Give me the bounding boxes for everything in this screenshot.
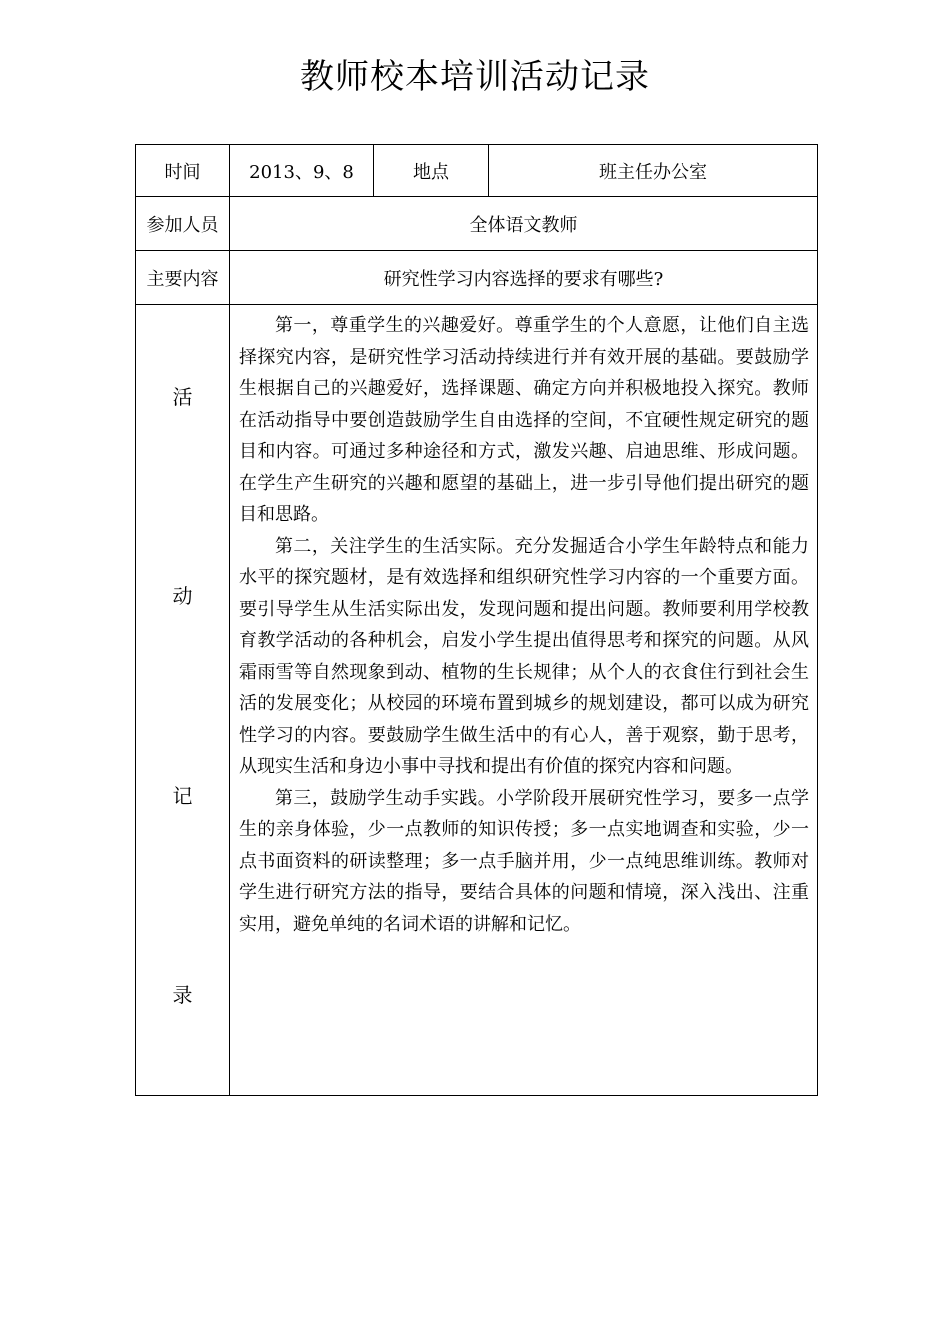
participants-row [136, 197, 818, 251]
record-paragraph-2: 第二，关注学生的生活实际。充分发掘适合小学生年龄特点和能力水平的探究题材，是有效选择和组织研究性学习内容的一个重要方面。要引导学生从生活实际出发，发现问题和提出问题。教师要利用学校教育教学活动的各种机会，启发小学生提出值得思考和探究的问题。从风霜雨雪等自然现象到动、植物的生长规律；从个人的衣食住行到社会生活的发展变化；从校园的环境布置到城乡的规划建设，都可以成为研究性学习的内容。要鼓励学生做生活中的有心人，善于观察，勤于思考，从现实生活和身边小事中寻找和提出有价值的探究内容和问题。 [239, 535, 809, 777]
record-row [136, 305, 818, 1096]
place-label: 地点 [374, 145, 489, 197]
record-paragraph-3: 第三，鼓励学生动手实践。小学阶段开展研究性学习，要多一点学生的亲身体验，少一点教师的知识传授；多一点实地调查和实验，少一点书面资料的研读整理；多一点手脑并用，少一点纯思维训练。教师对学生进行研究方法的指导，要结合具体的问题和情境，深入浅出、注重实用，避免单纯的名词术语的讲解和记忆。 [239, 787, 809, 935]
place-value: 班主任办公室 [489, 145, 818, 197]
record-label-char: 动 [172, 584, 193, 608]
record-label-char: 活 [172, 385, 193, 409]
record-label-char: 录 [172, 983, 193, 1007]
time-value: 2013、9、8 [230, 145, 374, 197]
record-label-char: 记 [172, 784, 193, 808]
participants-label: 参加人员 [136, 197, 230, 251]
time-label: 时间 [136, 145, 230, 197]
record-body [230, 305, 818, 1096]
content-label: 主要内容 [136, 251, 230, 305]
content-row [136, 251, 818, 305]
record-table [135, 144, 818, 1096]
record-label [136, 305, 230, 1096]
time-place-row [136, 145, 818, 197]
content-value: 研究性学习内容选择的要求有哪些? [230, 251, 818, 305]
record-paragraph-1: 第一，尊重学生的兴趣爱好。尊重学生的个人意愿，让他们自主选择探究内容，是研究性学习活动持续进行并有效开展的基础。要鼓励学生根据自己的兴趣爱好，选择课题、确定方向并积极地投入探究。教师在活动指导中要创造鼓励学生自由选择的空间，不宜硬性规定研究的题目和内容。可通过多种途径和方式，激发兴趣、启迪思维、形成问题。在学生产生研究的兴趣和愿望的基础上，进一步引导他们提出研究的题目和思路。 [239, 315, 809, 525]
participants-value: 全体语文教师 [230, 197, 818, 251]
page-title: 教师校本培训活动记录 [300, 57, 650, 97]
